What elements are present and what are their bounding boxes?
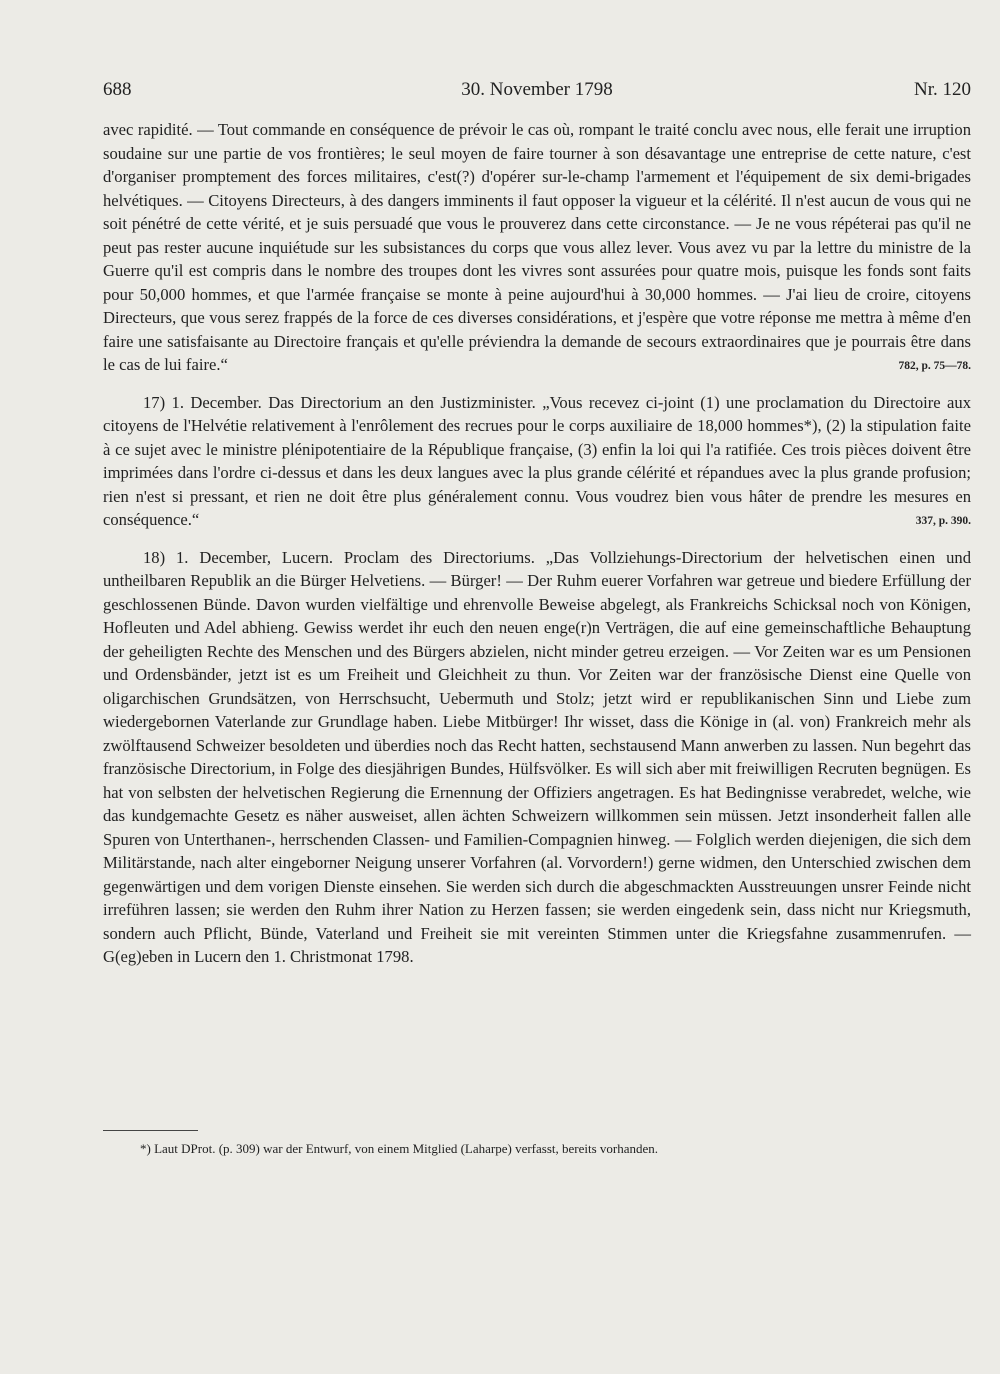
paragraph-letter-continuation	[103, 118, 971, 377]
footnote-separator	[103, 1130, 198, 1131]
page-number: 688	[103, 79, 132, 100]
paragraph-entry-18	[103, 546, 971, 969]
issue-number: Nr. 120	[914, 79, 971, 100]
body-text	[103, 118, 971, 969]
paragraph-text: 17) 1. December. Das Directorium an den Justizminister. „Vous recevez ci-joint (1) une proclamation du Directoire aux citoyens de l'Helvétie relativement à l'enrôlement des recrues pour le corps auxiliaire de 18,000 hommes*), (2) la stipulation faite à ce sujet avec le ministre plénipotentiaire de la République française, (3) enfin la loi qui l'a ratifiée. Ces trois pièces doivent être imprimées dans l'ordre ci-dessus et dans les deux langues avec la plus grande célérité et répandues avec la plus grande profusion; rien n'est si pressant, et rien ne doit être plus généralement connu. Vous voudrez bien vous hâter de prendre les mesures en conséquence.“	[103, 392, 971, 529]
running-title-date: 30. November 1798	[461, 79, 613, 100]
footnote: *) Laut DProt. (p. 309) war der Entwurf, von einem Mitglied (Laharpe) verfasst, bereits vorhanden.	[140, 1141, 659, 1156]
paragraph-text: 18) 1. December, Lucern. Proclam des Directoriums. „Das Vollziehungs-Directorium der helvetischen einen und untheilbaren Republik an die Bürger Helvetiens. — Bürger! — Der Ruhm euerer Vorfahren war getreue und biedere Erfüllung der geschlossenen Bünde. Davon wurden vielfältige und ehrenvolle Beweise abgelegt, als Frankreichs Schicksal noch von Königen, Hofleuten und Adel abhieng. Gewiss werdet ihr euch den neuen enge(r)n Verträgen, die auf eine gemeinschaftliche Behauptung der geheiligten Rechte des Menschen und des Bürgers abzielen, nicht minder getreu erzeigen. — Vor Zeiten war es um Pensionen und Ordensbänder, jetzt ist es um Freiheit und Gleichheit zu thun. Vor Zeiten war der französische Dienst eine Quelle von oligarchischen Grundsätzen, von Herrschsucht, Uebermuth und Stolz; jetzt wird er republikanischen Sinn und Liebe zum wiedergebornen Vaterlande zur Grundlage haben. Liebe Mitbürger! Ihr wisset, dass die Könige in (al. von) Frankreich mehr als zwölftausend Schweizer besoldeten und überdies noch das Recht hatten, sechstausend Mann anwerben zu lassen. Nun begehrt das französische Directorium, in Folge des diesjährigen Bundes, Hülfsvölker. Es will sich aber mit freiwilligen Recruten begnügen. Es hat von selbsten der helvetischen Regierung die Ernennung der Offiziers angetragen. Es hat Bedingnisse verabredet, welche, wie das kundgemachte Gesetz es näher ausweiset, allen ächten Schweizern willkommen sein müssen. Jetzt insonderheit fallen alle Spuren von Unterthanen-, herrschenden Classen- und Familien-Compagnien hinweg. — Folglich werden diejenigen, die sich dem Militärstande, nach alter eingeborner Neigung unserer Vorfahren (al. Vorvordern!) gerne widmen, den Unterschied zwischen dem gegenwärtigen und dem vorigen Dienste einsehen. Sie werden sich durch die abgeschmackten Ausstreuungen unsrer Feinde nicht irreführen lassen; sie werden den Ruhm ihrer Nation zu Herzen fassen; sie werden eingedenk sein, dass nicht nur Kriegsmuth, sondern auch Pflicht, Bünde, Vaterland und Freiheit sie mit vereinten Stimmen unter die Kriegsfahne zusammenrufen. — G(eg)eben in Lucern den 1. Christmonat 1798.	[103, 547, 971, 966]
page-header	[103, 79, 971, 109]
paragraph-entry-17	[103, 391, 971, 532]
source-reference: 337, p. 390.	[915, 515, 971, 527]
paragraph-text: avec rapidité. — Tout commande en conséquence de prévoir le cas où, rompant le traité conclu avec nous, elle ferait une irruption soudaine sur une partie de vos frontières; le seul moyen de faire tourner à son désavantage une entreprise de cette nature, c'est d'organiser promptement des forces militaires, c'est(?) d'opérer sur-le-champ l'armement et l'équipement de six demi-brigades helvétiques. — Citoyens Directeurs, à des dangers imminents il faut opposer la vigueur et la célérité. Il n'est aucun de vous qui ne soit pénétré de cette vérité, et je suis persuadé que vous le prouverez dans cette circonstance. — Je ne vous répéterai pas qu'il ne peut pas rester aucune inquiétude sur les subsistances du corps que vous allez lever. Vous avez vu par la lettre du ministre de la Guerre qu'il est compris dans le nombre des troupes dont les vivres sont assurées pour quatre mois, puisque les fonds sont faits pour 50,000 hommes, et que l'armée française se monte à peine aujourd'hui à 30,000 hommes. — J'ai lieu de croire, citoyens Directeurs, que vous serez frappés de la force de ces diverses considérations, et j'espère que votre réponse me mettra à même d'en faire une satisfaisante au Directoire français et qu'elle préviendra la demande de secours extraordinaires que je pourrais être dans le cas de lui faire.“	[103, 120, 971, 374]
source-reference: 782, p. 75—78.	[898, 360, 971, 372]
